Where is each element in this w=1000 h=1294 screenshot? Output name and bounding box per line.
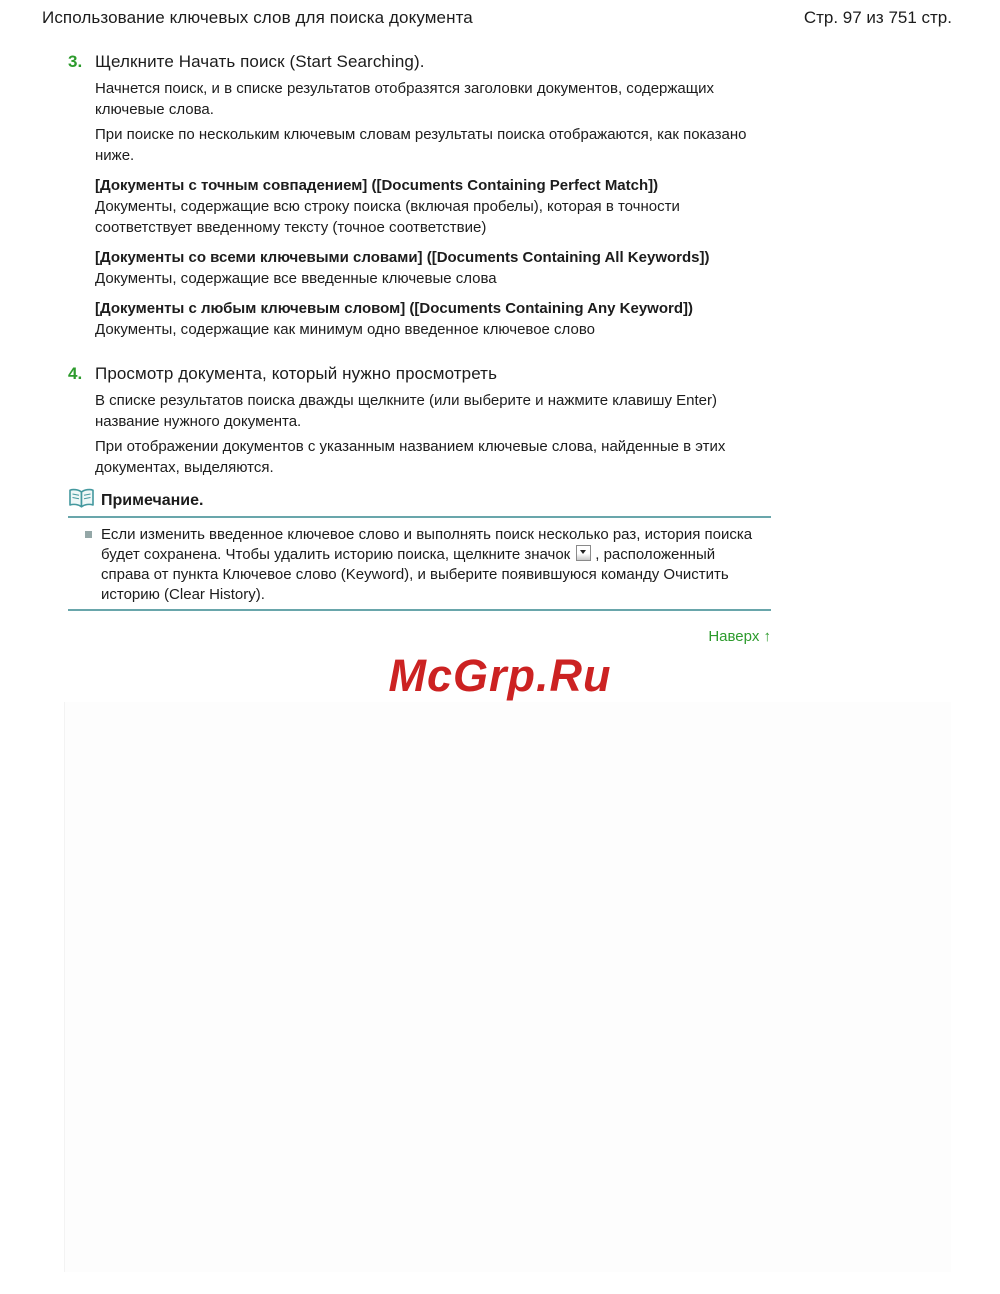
note-divider-bottom (68, 609, 771, 611)
definition-perfect-match (95, 176, 768, 238)
back-to-top-row (68, 628, 771, 646)
note-list-item (68, 525, 771, 605)
page-title: Использование ключевых слов для поиска документа (42, 8, 473, 27)
step-3-paragraph-1: Начнется поиск, и в списке результатов отобразятся заголовки документов, содержащих ключевые слова. (95, 80, 714, 118)
definition-any-keyword (95, 299, 768, 340)
open-book-icon (68, 488, 95, 514)
site-watermark: McGrp.Ru (388, 650, 612, 701)
back-to-top-link[interactable]: Наверх ↑ (708, 628, 771, 645)
step-4-heading (68, 363, 768, 384)
definition-all-keywords (95, 248, 768, 289)
step-4-section (68, 363, 768, 478)
step-3-section (68, 51, 768, 340)
definition-description: Документы, содержащие все введенные ключевые слова (95, 270, 497, 287)
square-bullet-icon (85, 531, 92, 538)
note-heading-row (68, 488, 771, 514)
definition-term: [Документы с любым ключевым словом] ([Documents Containing Any Keyword]) (95, 300, 693, 317)
definition-description: Документы, содержащие всю строку поиска (включая пробелы), которая в точности соответствует введенному тексту (точное соответствие) (95, 198, 680, 236)
step-4-paragraph-2: При отображении документов с указанным названием ключевые слова, найденные в этих документах, выделяются. (95, 438, 726, 476)
step-3-title: Щелкните Начать поиск (Start Searching). (95, 52, 425, 71)
page-number: Стр. 97 из 751 стр. (803, 8, 952, 27)
step-3-heading (68, 51, 768, 72)
definition-term: [Документы со всеми ключевыми словами] ([Documents Containing All Keywords]) (95, 249, 710, 266)
dropdown-arrow-icon (576, 545, 591, 561)
note-text: Если изменить введенное ключевое слово и выполнять поиск несколько раз, история поиска будет сохранена. Чтобы удалить историю поиска, щелкните значок , расположенный справа от пункта Ключевое слово (Keyword), и выберите появившуюся команду Очистить историю (Clear History). (101, 526, 753, 603)
note-divider-top (68, 516, 771, 518)
step-4-title: Просмотр документа, который нужно просмотреть (95, 364, 498, 383)
note-title: Примечание. (101, 492, 204, 509)
up-arrow-icon: ↑ (763, 628, 771, 645)
step-4-number: 4. (68, 364, 83, 383)
step-3-number: 3. (68, 52, 83, 71)
step-4-paragraph-1: В списке результатов поиска дважды щелкните (или выберите и нажмите клавишу Enter) название нужного документа. (95, 392, 717, 430)
definition-description: Документы, содержащие как минимум одно введенное ключевое слово (95, 321, 595, 338)
down-triangle-icon (580, 550, 586, 554)
page-lower-blank-area (64, 702, 951, 1272)
page-header (0, 0, 1000, 28)
step-3-paragraph-2: При поиске по нескольким ключевым словам результаты поиска отображаются, как показано ниже. (95, 126, 747, 164)
definition-term: [Документы с точным совпадением] ([Documents Containing Perfect Match]) (95, 177, 659, 194)
manual-content (68, 51, 771, 646)
note-box (68, 488, 771, 611)
